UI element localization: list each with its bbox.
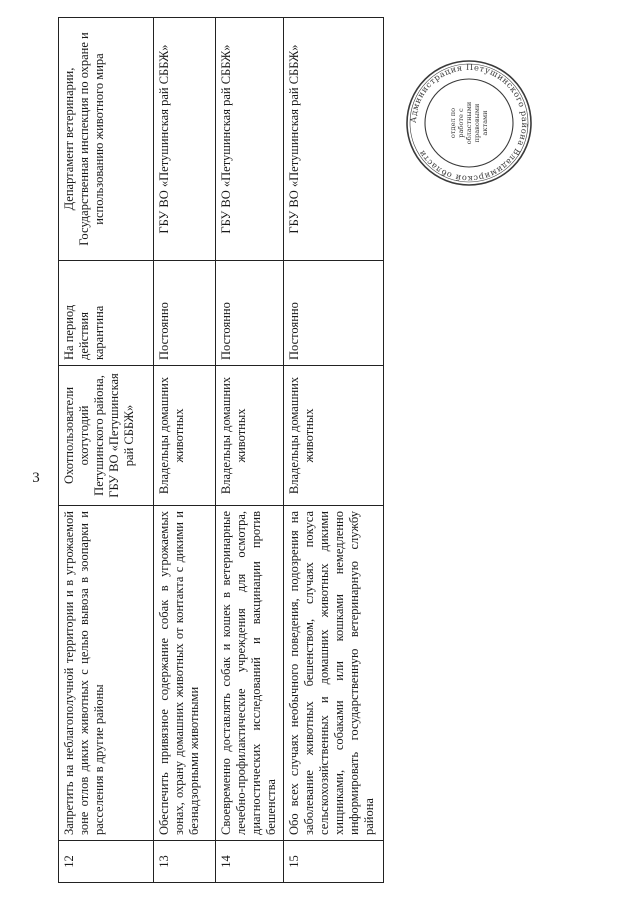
executor-text: Владельцы домашних животных bbox=[219, 376, 248, 495]
control-text: ГБУ ВО «Петушинская рай СББЖ» bbox=[219, 44, 233, 234]
task-cell bbox=[216, 506, 284, 841]
executor-text: Владельцы домашних животных bbox=[157, 376, 186, 495]
task-text: Своевременно доставлять собак и кошек в ветеринарные лечебно-профилактические учреждения для осмотра, диагностических исследований и вакцинации против бешенства bbox=[219, 511, 278, 835]
stamp-inner-line: правовыми bbox=[473, 103, 481, 143]
term-text: Постоянно bbox=[157, 302, 171, 360]
control-text: ГБУ ВО «Петушинская рай СББЖ» bbox=[287, 44, 301, 234]
task-text: Обо всех случаях необычного поведения, подозрения на заболевание животных бешенством, случаях покуса сельскохозяйственных и домашних животных дикими хищниками, собаками или кошками немедленно информировать государственную ветеринарную службу района bbox=[287, 511, 376, 835]
stamp-inner-text-group bbox=[449, 101, 489, 144]
stamp-inner-line: областными bbox=[465, 101, 473, 145]
term-cell bbox=[284, 261, 384, 366]
executor-cell bbox=[216, 366, 284, 506]
task-text: Запретить на неблагополучной территории и в угрожаемой зоне отлов диких животных с целью вывоза в зоопарки и расселения в другие районы bbox=[62, 511, 106, 835]
term-cell bbox=[216, 261, 284, 366]
term-text: Постоянно bbox=[287, 302, 301, 360]
row-number: 13 bbox=[157, 855, 171, 868]
stamp-inner-line: отдел по bbox=[449, 107, 457, 139]
row-number: 12 bbox=[62, 855, 76, 868]
table-row bbox=[59, 18, 154, 883]
task-cell bbox=[284, 506, 384, 841]
term-text: На период действия карантина bbox=[62, 304, 106, 360]
stamp-inner-line: работе с bbox=[457, 108, 465, 138]
control-cell bbox=[216, 18, 284, 261]
executor-cell bbox=[59, 366, 154, 506]
official-stamp bbox=[404, 58, 534, 188]
term-cell bbox=[59, 261, 154, 366]
task-cell bbox=[154, 506, 216, 841]
row-number-cell bbox=[216, 841, 284, 883]
stamp-outer-text: Администрация Петушинского района Владимирской области bbox=[407, 61, 531, 185]
term-cell bbox=[154, 261, 216, 366]
row-number-cell bbox=[284, 841, 384, 883]
table-row bbox=[154, 18, 216, 883]
task-text: Обеспечить привязное содержание собак в угрожаемых зонах, охрану домашних животных от контакта с дикими и безнадзорными животными bbox=[157, 511, 201, 835]
term-text: Постоянно bbox=[219, 302, 233, 360]
table-row bbox=[284, 18, 384, 883]
page-number: 3 bbox=[32, 470, 40, 486]
control-cell bbox=[284, 18, 384, 261]
row-number-cell bbox=[59, 841, 154, 883]
control-text: ГБУ ВО «Петушинская рай СББЖ» bbox=[157, 44, 171, 234]
control-cell bbox=[59, 18, 154, 261]
executor-cell bbox=[284, 366, 384, 506]
task-cell bbox=[59, 506, 154, 841]
executor-text: Владельцы домашних животных bbox=[287, 376, 316, 495]
table-row bbox=[216, 18, 284, 883]
executor-cell bbox=[154, 366, 216, 506]
stamp-inner-text bbox=[449, 101, 489, 144]
stamp-inner-line: актами bbox=[481, 110, 489, 136]
row-number: 15 bbox=[287, 855, 301, 868]
control-text: Департамент ветеринарии, Государственная инспекция по охране и использованию животного мира bbox=[62, 32, 106, 246]
executor-text: Охотпользователи охотугодий Петушинского района, ГБУ ВО «Петушинская рай СББЖ» bbox=[62, 373, 136, 498]
row-number: 14 bbox=[219, 855, 233, 868]
control-cell bbox=[154, 18, 216, 261]
row-number-cell bbox=[154, 841, 216, 883]
